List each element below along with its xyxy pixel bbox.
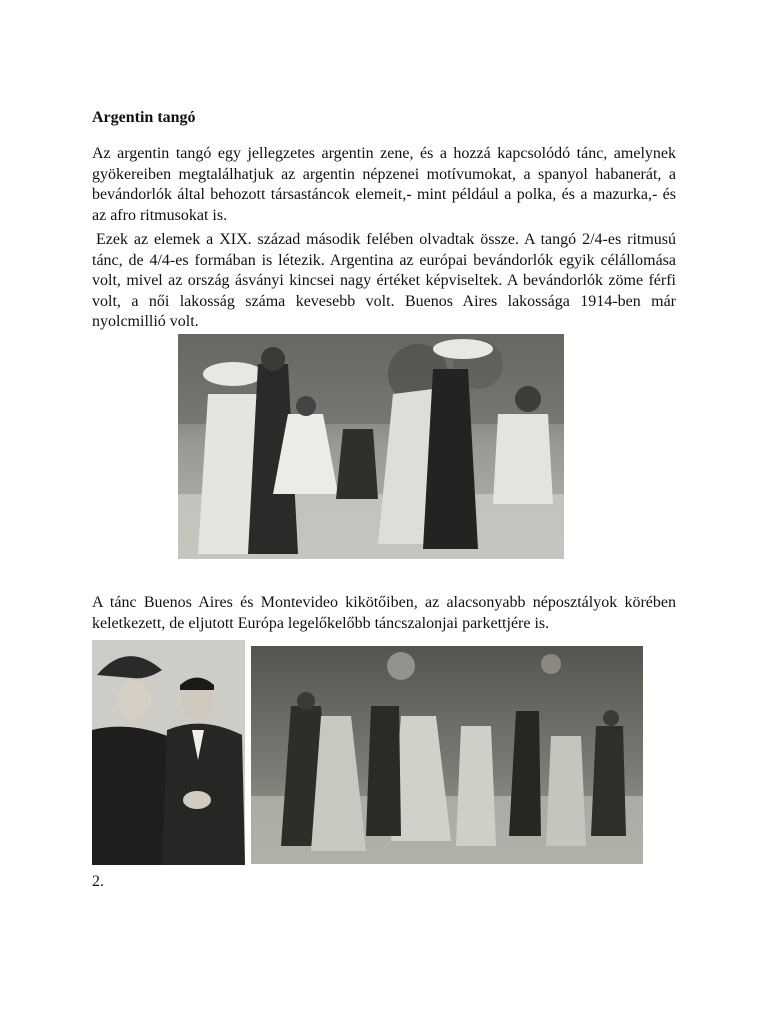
document-title: Argentin tangó	[92, 109, 196, 126]
ballroom-dance-illustration	[251, 646, 643, 864]
paragraph-intro: Az argentin tangó egy jellegzetes argentin zene, és a hozzá kapcsolódó tánc, amelynek gyökereiben megtalálhatjuk az argentin népzenei motívumokat, a spanyol habanerát, a bevándorlók által behozott társastáncok elemeit,- mint például a polka, és a mazurka,- és az afro ritmusokat is.	[92, 145, 676, 224]
dancing-couples-photo	[178, 334, 564, 559]
page-number: 2.	[92, 873, 104, 890]
paragraph-origin: A tánc Buenos Aires és Montevideo kikötőiben, az alacsonyabb néposztályok körében keletkezett, de eljutott Európa legelőkelőbb táncszalonjai parkettjére is.	[92, 594, 676, 632]
tango-couple-portrait	[92, 640, 245, 865]
paragraph-history: Ezek az elemek a XIX. század második felében olvadtak össze. A tangó 2/4-es ritmusú tánc, de 4/4-es formában is létezik. Argentina az európai bevándorlók egyik célállomása volt, mivel az ország ásványi kincsei nagy értéket képviseltek. A bevándorlók zöme férfi volt, a női lakosság száma kevesebb volt. Buenos Aires lakossága 1914-ben már nyolcmillió volt.	[92, 231, 676, 330]
